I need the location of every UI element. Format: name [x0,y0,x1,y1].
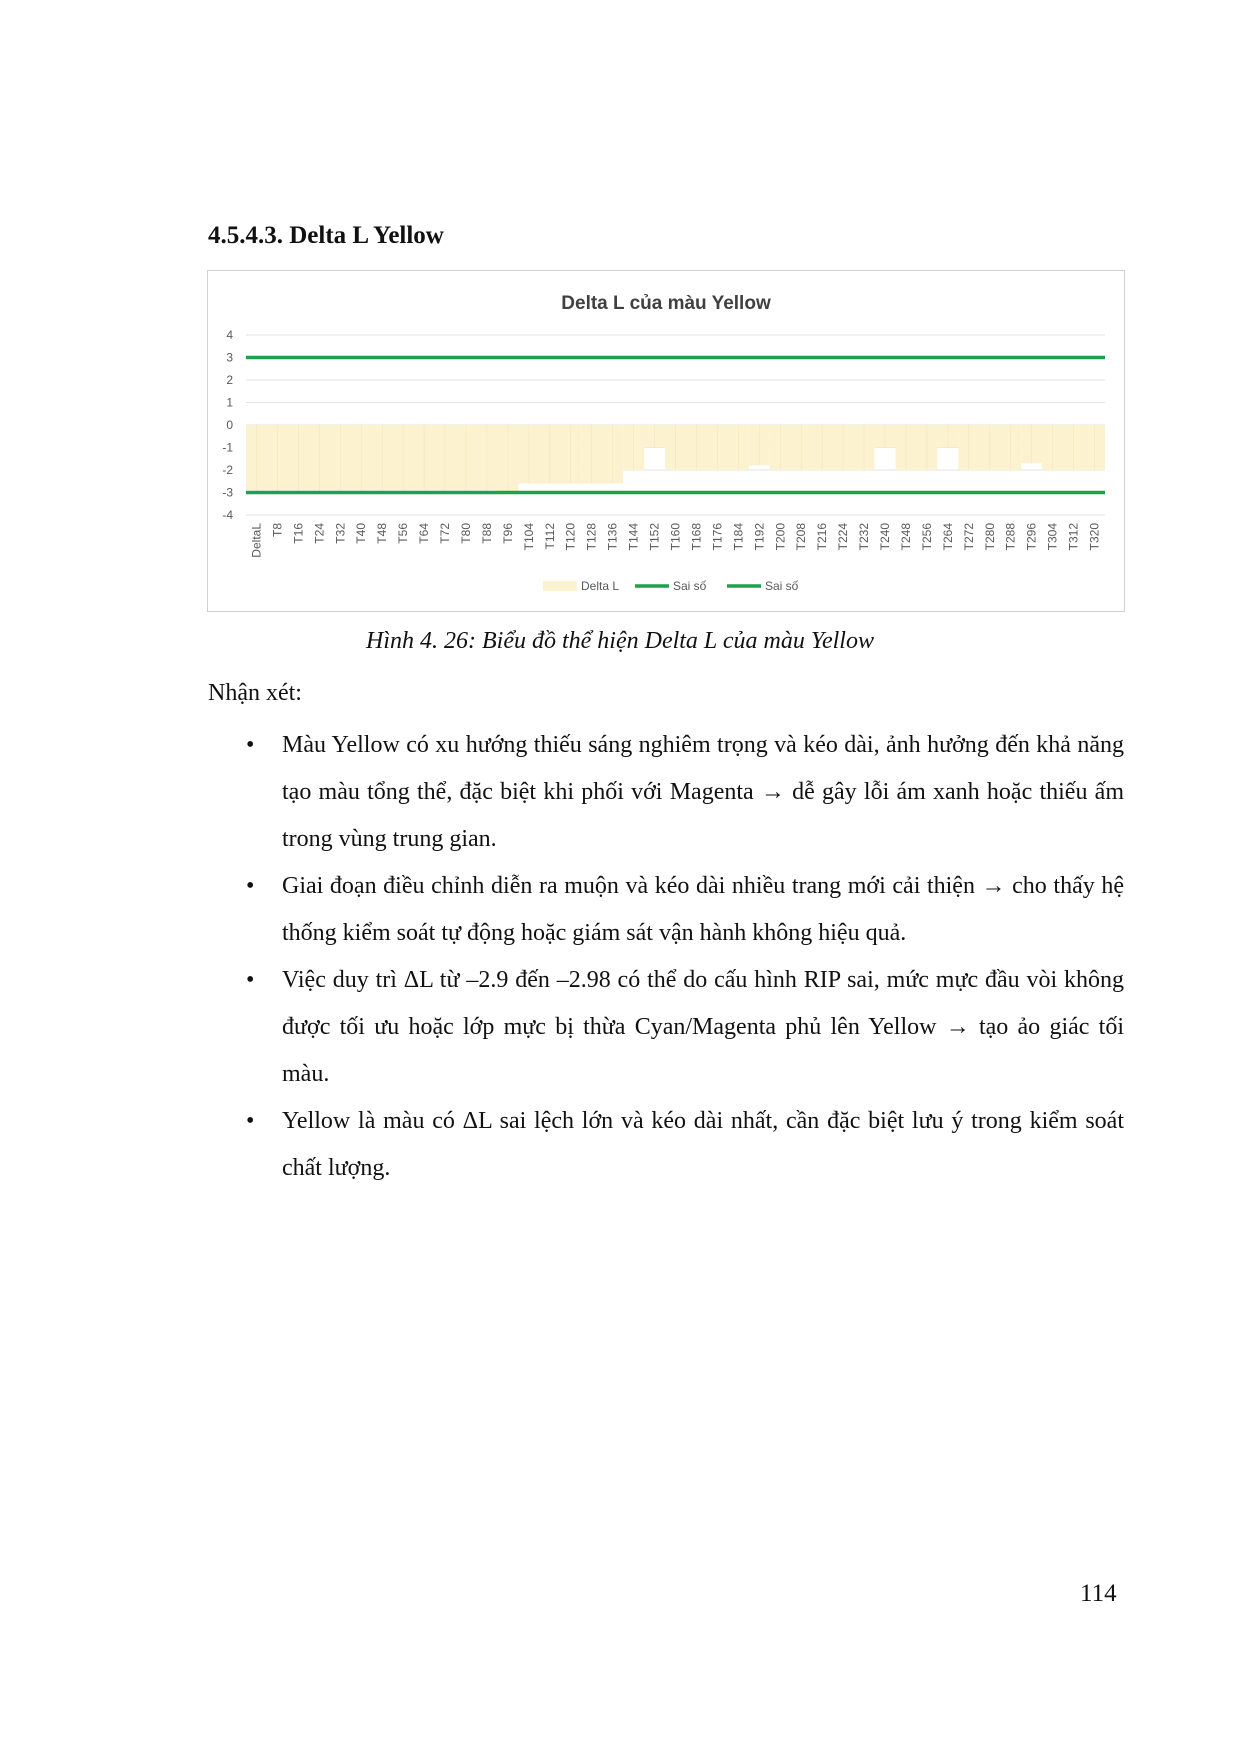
x-tick-label: T312 [1066,523,1081,551]
legend-label: Delta L [581,579,620,593]
x-tick-label: T96 [500,523,515,544]
bullet-text: Màu Yellow có xu hướng thiếu sáng nghiêm trọng và kéo dài, ảnh hưởng đến khả năng tạo màu tổng thể, đặc biệt khi phối với Magenta → dễ gây lỗi ám xanh hoặc thiếu ấm trong vùng trung gian. [282,732,1124,852]
x-tick-label: T176 [710,523,725,551]
x-tick-label: T56 [396,523,411,544]
y-tick-label: 2 [226,373,233,387]
x-tick-label: T24 [312,523,327,544]
remark-list [208,722,1124,1192]
x-tick-label: T200 [773,523,788,551]
x-tick-label: T120 [563,523,578,551]
y-tick-label: 0 [226,418,233,432]
x-axis-ticks [249,523,1101,558]
x-tick-label: T136 [605,523,620,551]
chart-title: Delta L của màu Yellow [561,293,771,314]
bullet-icon: • [246,967,255,993]
delta-l-bar [581,425,623,484]
page-number: 114 [1080,1580,1117,1607]
legend-swatch [543,581,577,591]
chart-legend [543,579,799,593]
bullet-text: Giai đoạn điều chỉnh diễn ra muộn và kéo dài nhiều trang mới cải thiện → cho thấy hệ thống kiểm soát tự động hoặc giám sát vận hành không hiệu quả. [282,873,1124,946]
x-tick-label: T216 [815,523,830,551]
x-tick-label: T264 [940,523,955,551]
bullet-text: Việc duy trì ΔL từ –2.9 đến –2.98 có thể do cấu hình RIP sai, mức mực đầu vòi không được tối ưu hoặc lớp mực bị thừa Cyan/Magenta phủ lên Yellow → tạo ảo giác tối màu. [282,967,1124,1087]
remark-label: Nhận xét: [208,680,302,706]
x-tick-label: T248 [898,523,913,551]
section-heading: 4.5.4.3. Delta L Yellow [208,222,444,249]
legend-label: Sai số [765,579,799,593]
bullet-text: Yellow là màu có ΔL sai lệch lớn và kéo dài nhất, cần đặc biệt lưu ý trong kiểm soát chất lượng. [282,1108,1124,1181]
y-tick-label: 1 [226,395,233,410]
x-tick-label: T32 [333,523,348,544]
x-tick-label: T128 [584,523,599,551]
y-tick-label: -1 [222,440,233,455]
y-axis-ticks [222,328,233,522]
x-tick-label: T72 [438,523,453,544]
legend-label: Sai số [673,579,707,593]
x-tick-label: T168 [689,523,704,551]
x-tick-label: T16 [291,523,306,544]
x-tick-label: T8 [270,523,285,538]
figure-caption: Hình 4. 26: Biểu đồ thể hiện Delta L của màu Yellow [366,628,874,654]
list-item [208,722,1124,863]
list-item [208,863,1124,957]
x-tick-label: T144 [626,523,641,551]
y-tick-label: -2 [222,463,233,477]
x-tick-label: T184 [731,523,746,551]
x-tick-label: T256 [919,523,934,551]
x-tick-label: T152 [647,523,662,551]
x-tick-label: T64 [417,523,432,544]
x-tick-label: T272 [961,523,976,551]
x-tick-label: T224 [836,523,851,551]
x-tick-label: T104 [521,523,536,551]
list-item [208,1098,1124,1192]
delta-l-bar [895,425,937,470]
x-tick-label: T296 [1024,523,1039,551]
y-tick-label: -4 [222,508,233,522]
y-tick-label: 4 [226,328,233,342]
x-tick-label: T240 [878,523,893,551]
y-tick-label: -3 [222,485,233,500]
x-tick-label: T288 [1003,523,1018,551]
bullet-icon: • [246,873,255,899]
delta-l-yellow-chart [207,270,1125,612]
delta-l-bar [246,425,497,490]
x-tick-label: T112 [542,523,557,550]
x-tick-label: T48 [375,523,390,544]
list-item [208,957,1124,1098]
x-tick-label: T304 [1045,523,1060,551]
y-tick-label: 3 [226,350,233,365]
delta-l-bar [665,425,749,470]
x-tick-label: DeltaL [249,523,264,558]
x-tick-label: T232 [857,523,872,551]
x-tick-label: T88 [479,523,494,544]
x-tick-label: T208 [794,523,809,551]
x-tick-label: T192 [752,523,767,551]
x-tick-label: T80 [458,523,473,544]
bullet-icon: • [246,1108,255,1134]
chart-bars [246,425,1105,491]
x-tick-label: T40 [354,523,369,544]
bullet-icon: • [246,732,255,758]
x-tick-label: T280 [982,523,997,551]
chart-svg [208,271,1124,611]
x-tick-label: T160 [668,523,683,551]
x-tick-label: T320 [1087,523,1102,551]
